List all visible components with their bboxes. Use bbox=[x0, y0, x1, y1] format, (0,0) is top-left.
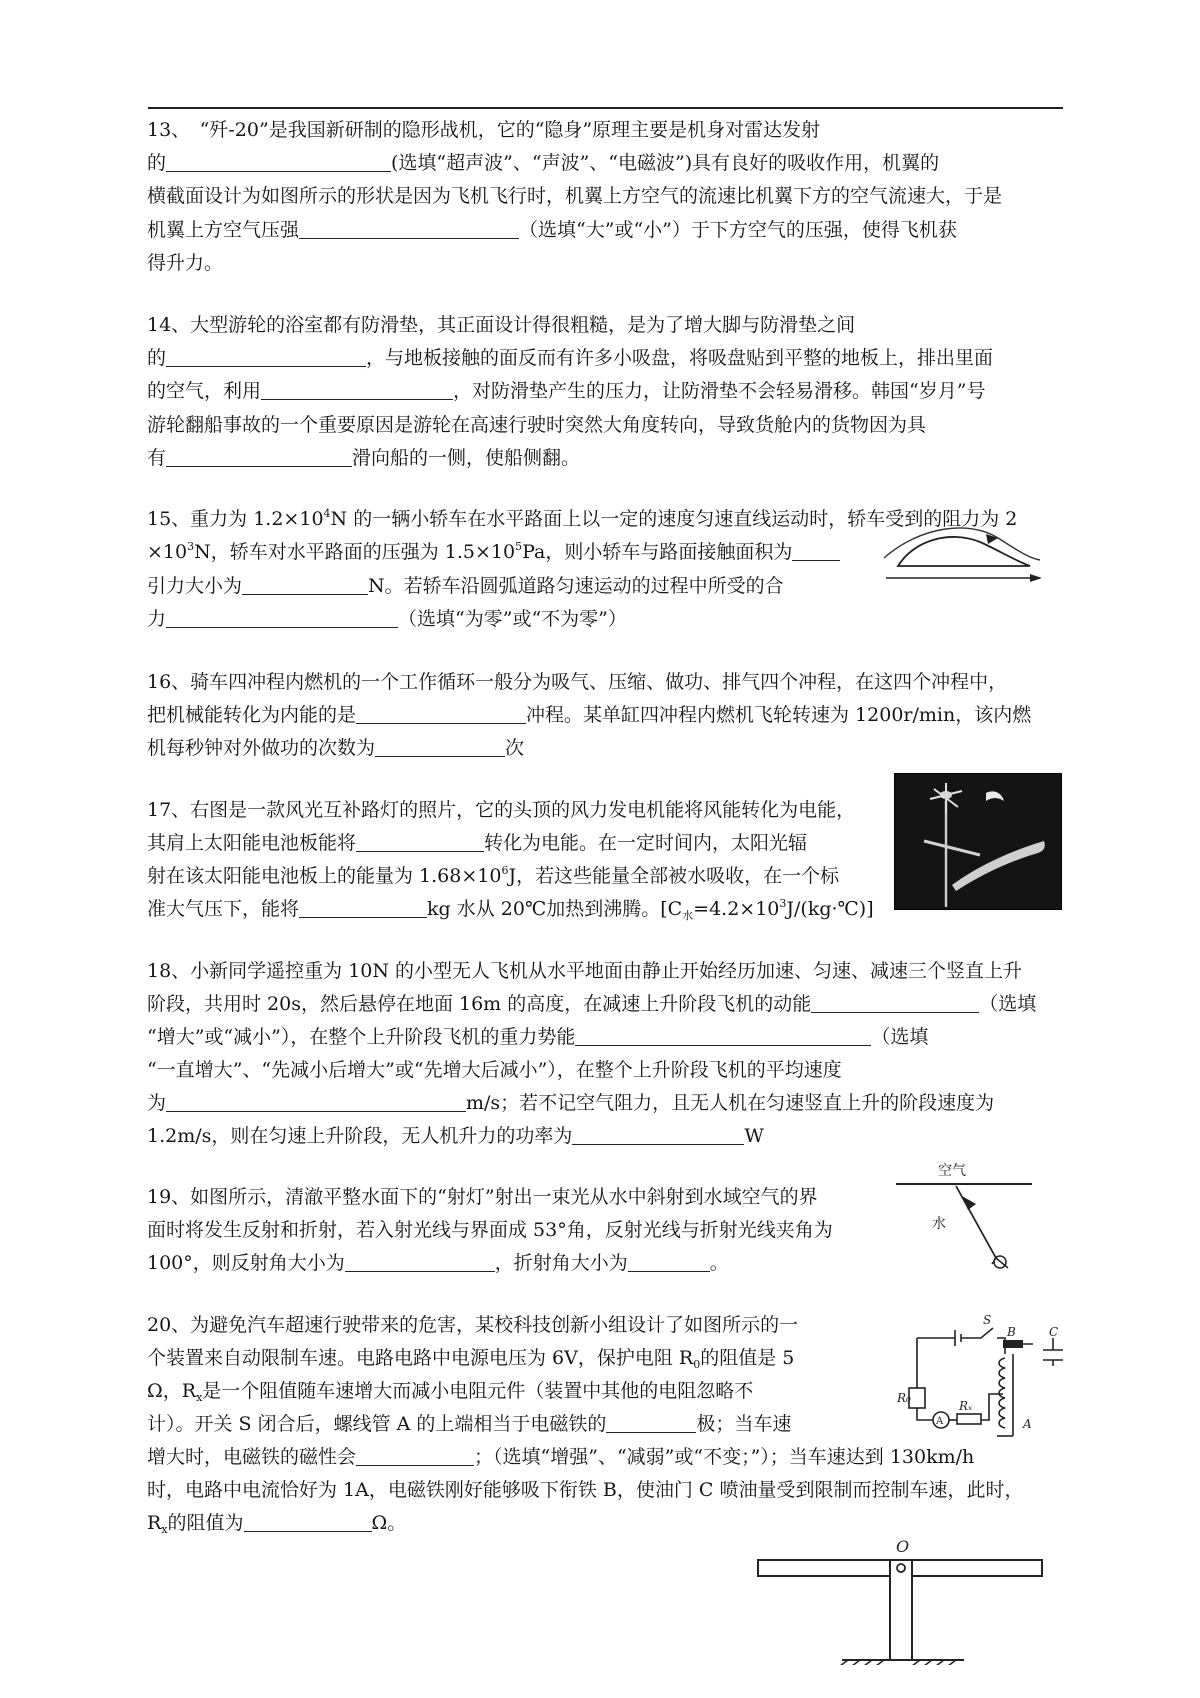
circuit-figure bbox=[893, 1310, 1063, 1440]
q15-line-3: 引力大小为 N。若轿车沿圆弧道路匀速运动的过程中所受的合 bbox=[147, 575, 784, 597]
q14-line-4: 游轮翻船事故的一个重要原因是游轮在高速行驶时突然大角度转向，导致货舱内的货物因为具 bbox=[147, 414, 927, 436]
q17-line-4: 准大气压下，能将 kg 水从 20℃加热到沸腾。$[C_水=4.2\times 10^3J/(kg\cdot℃)]$ bbox=[147, 897, 874, 922]
ammeter-label: A bbox=[936, 1416, 944, 1427]
q14-line-1: 14、大型游轮的浴室都有防滑垫，其正面设计得很粗糙，是为了增大脚与防滑垫之间 bbox=[147, 314, 856, 336]
q15-blank-2[interactable] bbox=[242, 576, 368, 595]
header-rule bbox=[148, 107, 1063, 109]
q13-line-2: 的 (选填“超声波”、“声波”、“电磁波”)具有良好的吸收作用，机翼的 bbox=[147, 152, 940, 174]
q17-line-3: 射在该太阳能电池板上的能量为 $1.68\times 10^6J$，若这些能量全部被水吸收，在一个标 bbox=[147, 864, 840, 887]
q18-line-6: 1.2m/s，则在匀速上升阶段，无人机升力的功率为 W bbox=[147, 1125, 764, 1147]
water-label: 水 bbox=[932, 1216, 946, 1232]
q15-blank-3[interactable] bbox=[166, 609, 398, 628]
q14-line-3: 的空气，利用 ，对防滑垫产生的压力，让防滑垫不会轻易滑移。韩国“岁月”号 bbox=[147, 380, 986, 402]
q14-line-5: 有 滑向船的一侧，使船侧翻。 bbox=[147, 447, 581, 469]
pivot-label: O bbox=[896, 1537, 910, 1556]
q18-line-4: “一直增大”、“先减小后增大”或“先增大后减小”），在整个上升阶段飞机的平均速度 bbox=[147, 1059, 842, 1081]
street-light-photo bbox=[894, 773, 1062, 910]
q19-line-1: 19、如图所示，清澈平整水面下的“射灯”射出一束光从水中斜射到水域空气的界 bbox=[147, 1186, 818, 1208]
q20-line-4: 计）。开关 S 闭合后，螺线管 A 的上端相当于电磁铁的 极；当车速 bbox=[147, 1413, 792, 1435]
airfoil-figure bbox=[880, 520, 1050, 590]
q13-blank-2[interactable] bbox=[299, 220, 519, 239]
q16-blank-1[interactable] bbox=[356, 705, 526, 724]
switch-label: S bbox=[983, 1313, 992, 1327]
q19-blank-1[interactable] bbox=[345, 1253, 495, 1272]
q18-blank-2[interactable] bbox=[575, 1027, 871, 1046]
q18-line-1: 18、小新同学遥控重为 10N 的小型无人飞机从水平地面由静止开始经历加速、匀速、减速三个竖直上升 bbox=[147, 960, 1023, 982]
armature-label: B bbox=[1007, 1325, 1016, 1339]
q16-line-2: 把机械能转化为内能的是 冲程。某单缸四冲程内燃机飞轮转速为 1200r/min，该内燃 bbox=[147, 704, 1032, 726]
q16-line-1: 16、骑车四冲程内燃机的一个工作循环一般分为吸气、压缩、做功、排气四个冲程，在这四个冲程中， bbox=[147, 671, 1008, 693]
q18-blank-3[interactable] bbox=[166, 1093, 466, 1112]
q16-blank-2[interactable] bbox=[375, 738, 505, 757]
q13-line-3: 横截面设计为如图所示的形状是因为飞机飞行时，机翼上方空气的流速比机翼下方的空气流速大，于是 bbox=[147, 185, 1003, 207]
q17-blank-2[interactable] bbox=[299, 899, 427, 918]
q18-line-2: 阶段，共用时 20s，然后悬停在地面 16m 的高度，在减速上升阶段飞机的动能 （选填 bbox=[147, 993, 1037, 1015]
lever-figure bbox=[752, 1530, 1052, 1665]
q13-line-1: 13、 “歼-20”是我国新研制的隐形战机，它的“隐身”原理主要是机身对雷达发射 bbox=[147, 119, 821, 141]
q14-blank-1[interactable] bbox=[166, 348, 366, 367]
q20-line-7: $R_x$的阻值为 Ω。 bbox=[147, 1512, 407, 1536]
q13-line-4: 机翼上方空气压强 （选填“大”或“小”）于下方空气的压强，使得飞机获 bbox=[147, 219, 957, 241]
q19-line-3: 100°，则反射角大小为 ，折射角大小为 。 bbox=[147, 1252, 729, 1274]
q14-blank-3[interactable] bbox=[166, 448, 352, 467]
q20-line-3: Ω，$R_x$是一个阻值随车速增大而减小电阻元件（装置中其他的电阻忽略不 bbox=[147, 1380, 754, 1404]
q17-line-2: 其肩上太阳能电池板能将 转化为电能。在一定时间内，太阳光辐 bbox=[147, 832, 808, 854]
q13-line-5: 得升力。 bbox=[147, 252, 224, 274]
valve-label: C bbox=[1049, 1325, 1059, 1339]
air-label: 空气 bbox=[938, 1163, 966, 1179]
solenoid-label: A bbox=[1023, 1417, 1032, 1431]
q14-line-2: 的 ，与地板接触的面反而有许多小吸盘，将吸盘贴到平整的地板上，排出里面 bbox=[147, 347, 994, 369]
q15-line-4: 力 （选填“为零”或“不为零”） bbox=[147, 608, 627, 630]
rx-label: Rₓ bbox=[959, 1399, 973, 1413]
q17-line-1: 17、右图是一款风光互补路灯的照片，它的头顶的风力发电机能将风能转化为电能， bbox=[147, 799, 856, 821]
q20-blank-3[interactable] bbox=[244, 1513, 372, 1532]
q15-blank-1[interactable] bbox=[792, 542, 840, 561]
q18-blank-4[interactable] bbox=[572, 1126, 744, 1145]
q13-blank-1[interactable] bbox=[166, 153, 391, 172]
q16-line-3: 机每秒钟对外做功的次数为 次 bbox=[147, 737, 525, 759]
q18-line-5: 为 m/s；若不记空气阻力，且无人机在匀速竖直上升的阶段速度为 bbox=[147, 1092, 995, 1114]
refraction-figure bbox=[896, 1160, 1032, 1272]
q17-blank-1[interactable] bbox=[356, 833, 484, 852]
q18-blank-1[interactable] bbox=[811, 994, 979, 1013]
q20-line-6: 时，电路中电流恰好为 1A，电磁铁刚好能够吸下衔铁 B，使油门 C 喷油量受到限制而控制车速，此时， bbox=[147, 1479, 1024, 1501]
q19-blank-2[interactable] bbox=[628, 1253, 710, 1272]
q20-line-5: 增大时，电磁铁的磁性会 ；（选填“增强”、“减弱”或“不变；”）；当车速达到 130km/h bbox=[147, 1446, 975, 1468]
q18-line-3: “增大”或“减小”），在整个上升阶段飞机的重力势能 （选填 bbox=[147, 1026, 929, 1048]
q15-line-2: $\times 10^3N$，轿车对水平路面的压强为 $1.5\times 10^5Pa$，则小轿车与路面接触面积为 bbox=[147, 540, 840, 564]
q20-blank-1[interactable] bbox=[606, 1414, 696, 1433]
q19-line-2: 面时将发生反射和折射，若入射光线与界面成 53°角，反射光线与折射光线夹角为 bbox=[147, 1219, 833, 1241]
q14-blank-2[interactable] bbox=[261, 381, 453, 400]
r0-label: R₀ bbox=[897, 1391, 911, 1405]
q20-line-2: 个装置来自动限制车速。电路电路中电源电压为 6V，保护电阻 $R_0$的阻值是 5 bbox=[147, 1347, 795, 1371]
q20-line-1: 20、为避免汽车超速行驶带来的危害，某校科技创新小组设计了如图所示的一 bbox=[147, 1314, 799, 1336]
q15-line-1: 15、重力为 $1.2\times 10^4N$ 的一辆小轿车在水平路面上以一定的速度匀速直线运动时，轿车受到的阻力为 2 bbox=[147, 507, 1018, 530]
q20-blank-2[interactable] bbox=[356, 1447, 474, 1466]
